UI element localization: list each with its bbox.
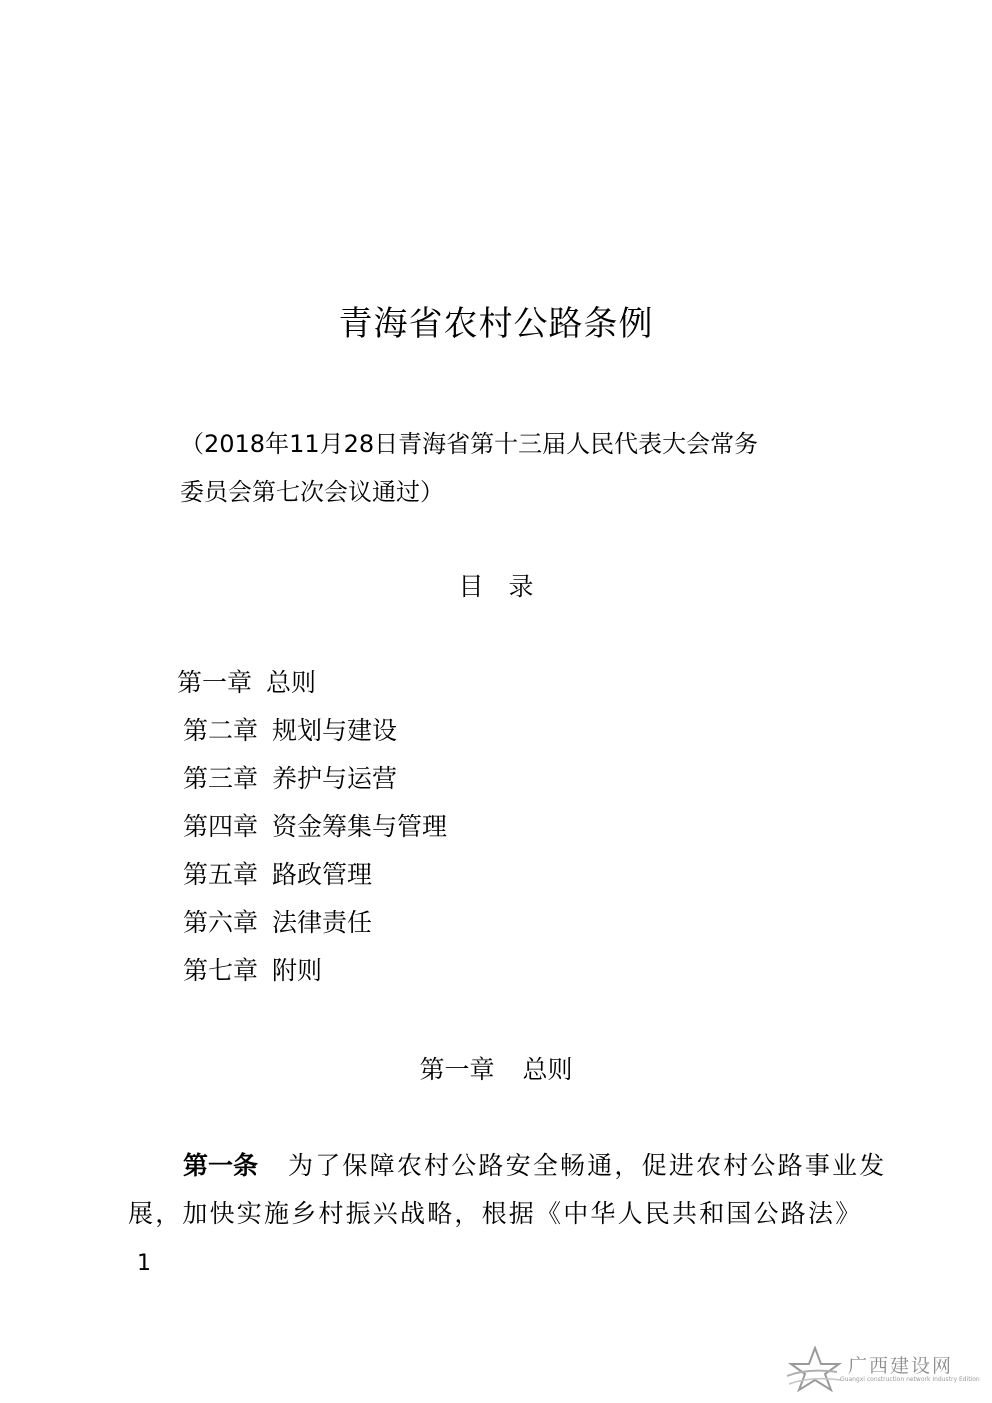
- toc-chapter-number: 第五章: [183, 860, 259, 889]
- toc-chapter-title: 规划与建设: [272, 716, 398, 745]
- toc-item: [183, 759, 397, 795]
- star-logo-icon: [785, 1346, 845, 1394]
- toc-chapter-title: 附则: [272, 956, 323, 985]
- article-line-2: [128, 1194, 862, 1230]
- adoption-note-line-1: （2018年11月28日青海省第十三届人民代表大会常务: [180, 430, 759, 458]
- document-title: 青海省农村公路条例: [338, 304, 654, 344]
- page-number: 1: [137, 1251, 151, 1276]
- toc-item: [183, 855, 372, 891]
- chapter-heading: [0, 1050, 992, 1086]
- article-line-1: [183, 1146, 886, 1182]
- toc-chapter-number: 第三章: [183, 764, 259, 793]
- toc-chapter-number: 第二章: [183, 716, 259, 745]
- article-text-line-2: 展，加快实施乡村振兴战略，根据《中华人民共和国公路法》: [128, 1199, 863, 1228]
- toc-chapter-number: 第七章: [183, 956, 259, 985]
- toc-heading: 目 录: [458, 572, 534, 601]
- toc-chapter-title: 养护与运营: [272, 764, 398, 793]
- toc-chapter-number: 第四章: [183, 812, 259, 841]
- article-text-line-1: 为了保障农村公路安全畅通，促进农村公路事业发: [288, 1151, 887, 1180]
- toc-item: [183, 807, 447, 843]
- watermark-text: 广西建设网: [848, 1355, 954, 1377]
- toc-chapter-title: 路政管理: [272, 860, 373, 889]
- toc-item: [183, 951, 322, 987]
- adoption-note-line-2: 委员会第七次会议通过）: [180, 478, 444, 506]
- toc-chapter-title: 法律责任: [272, 908, 373, 937]
- toc-chapter-title: 总则: [266, 668, 317, 697]
- toc-chapter-title: 资金筹集与管理: [272, 812, 448, 841]
- watermark-subtext: Guangxi construction network Industry Edition: [840, 1376, 980, 1383]
- toc-item: [183, 903, 372, 939]
- toc-chapter-number: 第一章: [177, 668, 253, 697]
- toc-item: [177, 663, 316, 699]
- chapter-title: 总则: [522, 1055, 573, 1084]
- toc-item: [183, 711, 397, 747]
- toc-chapter-number: 第六章: [183, 908, 259, 937]
- article-label: 第一条: [183, 1151, 259, 1180]
- site-watermark: [785, 1346, 985, 1394]
- chapter-number: 第一章: [419, 1055, 495, 1084]
